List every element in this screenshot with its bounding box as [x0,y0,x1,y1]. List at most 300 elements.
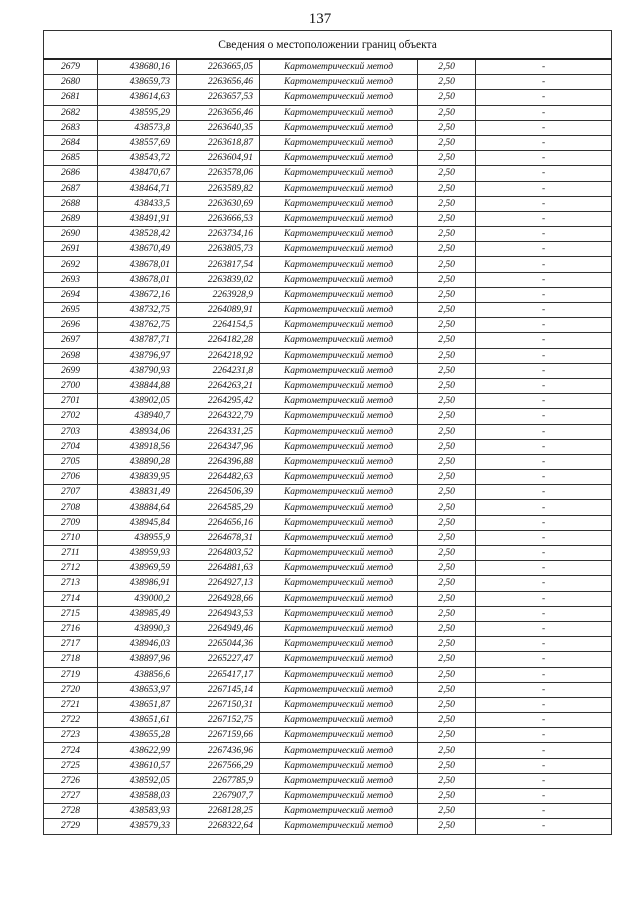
method-cell: Картометрический метод [260,394,418,409]
note-cell: - [476,424,612,439]
table-row [44,348,612,363]
method-cell: Картометрический метод [260,621,418,636]
table-title: Сведения о местоположении границ объекта [44,31,612,60]
coord-x-cell: 438934,06 [98,424,177,439]
method-cell: Картометрический метод [260,682,418,697]
coord-y-cell: 2263734,16 [177,227,260,242]
table-row [44,394,612,409]
precision-cell: 2,50 [418,743,476,758]
coord-y-cell: 2264506,39 [177,485,260,500]
coord-y-cell: 2263928,9 [177,287,260,302]
note-cell: - [476,303,612,318]
note-cell: - [476,682,612,697]
point-number-cell: 2696 [44,318,98,333]
note-cell: - [476,773,612,788]
coord-x-cell: 438573,8 [98,120,177,135]
coord-x-cell: 438918,56 [98,439,177,454]
note-cell: - [476,105,612,120]
point-number-cell: 2727 [44,789,98,804]
table-row [44,196,612,211]
precision-cell: 2,50 [418,485,476,500]
table-row [44,713,612,728]
precision-cell: 2,50 [418,728,476,743]
method-cell: Картометрический метод [260,120,418,135]
coord-x-cell: 438528,42 [98,227,177,242]
precision-cell: 2,50 [418,333,476,348]
coord-y-cell: 2267907,7 [177,789,260,804]
method-cell: Картометрический метод [260,318,418,333]
point-number-cell: 2712 [44,561,98,576]
precision-cell: 2,50 [418,242,476,257]
method-cell: Картометрический метод [260,151,418,166]
coord-y-cell: 2264182,28 [177,333,260,348]
table-row [44,667,612,682]
coord-y-cell: 2263656,46 [177,105,260,120]
table-row [44,181,612,196]
precision-cell: 2,50 [418,621,476,636]
method-cell: Картометрический метод [260,409,418,424]
table-row [44,530,612,545]
point-number-cell: 2713 [44,576,98,591]
table-row [44,728,612,743]
point-number-cell: 2690 [44,227,98,242]
coord-x-cell: 438670,49 [98,242,177,257]
table-row [44,424,612,439]
method-cell: Картометрический метод [260,561,418,576]
coord-y-cell: 2267145,14 [177,682,260,697]
point-number-cell: 2701 [44,394,98,409]
coord-x-cell: 438985,49 [98,606,177,621]
table-row [44,166,612,181]
note-cell: - [476,637,612,652]
note-cell: - [476,591,612,606]
coord-x-cell: 438790,93 [98,363,177,378]
coord-x-cell: 438622,99 [98,743,177,758]
method-cell: Картометрический метод [260,424,418,439]
coord-y-cell: 2264263,21 [177,378,260,393]
precision-cell: 2,50 [418,439,476,454]
coord-x-cell: 438946,03 [98,637,177,652]
point-number-cell: 2695 [44,303,98,318]
coord-x-cell: 438464,71 [98,181,177,196]
precision-cell: 2,50 [418,652,476,667]
coord-y-cell: 2264949,46 [177,621,260,636]
coord-y-cell: 2263817,54 [177,257,260,272]
note-cell: - [476,819,612,834]
coord-y-cell: 2263630,69 [177,196,260,211]
method-cell: Картометрический метод [260,470,418,485]
precision-cell: 2,50 [418,682,476,697]
table-row [44,561,612,576]
coord-y-cell: 2264585,29 [177,500,260,515]
coord-y-cell: 2263665,05 [177,59,260,75]
coord-x-cell: 438433,5 [98,196,177,211]
coord-x-cell: 438653,97 [98,682,177,697]
point-number-cell: 2680 [44,75,98,90]
method-cell: Картометрический метод [260,530,418,545]
note-cell: - [476,606,612,621]
point-number-cell: 2717 [44,637,98,652]
coord-y-cell: 2265417,17 [177,667,260,682]
coord-x-cell: 438595,29 [98,105,177,120]
note-cell: - [476,318,612,333]
method-cell: Картометрический метод [260,439,418,454]
note-cell: - [476,59,612,75]
method-cell: Картометрический метод [260,819,418,834]
point-number-cell: 2699 [44,363,98,378]
point-number-cell: 2688 [44,196,98,211]
precision-cell: 2,50 [418,348,476,363]
coord-y-cell: 2264331,25 [177,424,260,439]
method-cell: Картометрический метод [260,773,418,788]
point-number-cell: 2707 [44,485,98,500]
note-cell: - [476,90,612,105]
method-cell: Картометрический метод [260,546,418,561]
precision-cell: 2,50 [418,90,476,105]
page-number: 137 [308,11,332,27]
coord-x-cell: 438986,91 [98,576,177,591]
point-number-cell: 2728 [44,804,98,819]
coord-x-cell: 438940,7 [98,409,177,424]
coord-y-cell: 2263604,91 [177,151,260,166]
method-cell: Картометрический метод [260,196,418,211]
precision-cell: 2,50 [418,303,476,318]
precision-cell: 2,50 [418,409,476,424]
coord-y-cell: 2267159,66 [177,728,260,743]
method-cell: Картометрический метод [260,363,418,378]
point-number-cell: 2685 [44,151,98,166]
point-number-cell: 2686 [44,166,98,181]
method-cell: Картометрический метод [260,667,418,682]
method-cell: Картометрический метод [260,743,418,758]
note-cell: - [476,439,612,454]
note-cell: - [476,515,612,530]
precision-cell: 2,50 [418,530,476,545]
method-cell: Картометрический метод [260,333,418,348]
point-number-cell: 2729 [44,819,98,834]
note-cell: - [476,728,612,743]
method-cell: Картометрический метод [260,59,418,75]
table-row [44,227,612,242]
precision-cell: 2,50 [418,454,476,469]
table-row [44,591,612,606]
point-number-cell: 2718 [44,652,98,667]
method-cell: Картометрический метод [260,652,418,667]
precision-cell: 2,50 [418,515,476,530]
coord-x-cell: 438655,28 [98,728,177,743]
table-row [44,90,612,105]
coord-y-cell: 2264881,63 [177,561,260,576]
method-cell: Картометрический метод [260,789,418,804]
table-row [44,637,612,652]
coord-x-cell: 438955,9 [98,530,177,545]
table-row [44,287,612,302]
coord-y-cell: 2263656,46 [177,75,260,90]
coord-x-cell: 438678,01 [98,272,177,287]
coord-y-cell: 2264218,92 [177,348,260,363]
note-cell: - [476,363,612,378]
table-row [44,120,612,135]
point-number-cell: 2722 [44,713,98,728]
note-cell: - [476,743,612,758]
precision-cell: 2,50 [418,546,476,561]
method-cell: Картометрический метод [260,287,418,302]
point-number-cell: 2725 [44,758,98,773]
method-cell: Картометрический метод [260,257,418,272]
precision-cell: 2,50 [418,394,476,409]
method-cell: Картометрический метод [260,713,418,728]
point-number-cell: 2683 [44,120,98,135]
point-number-cell: 2716 [44,621,98,636]
table-row [44,546,612,561]
coord-y-cell: 2264656,16 [177,515,260,530]
method-cell: Картометрический метод [260,378,418,393]
coord-y-cell: 2267566,29 [177,758,260,773]
table-row [44,743,612,758]
table-row [44,758,612,773]
point-number-cell: 2715 [44,606,98,621]
method-cell: Картометрический метод [260,105,418,120]
point-number-cell: 2700 [44,378,98,393]
coord-y-cell: 2264482,63 [177,470,260,485]
point-number-cell: 2724 [44,743,98,758]
note-cell: - [476,287,612,302]
coord-x-cell: 438614,63 [98,90,177,105]
table-row [44,135,612,150]
coord-x-cell: 438579,33 [98,819,177,834]
table-row [44,485,612,500]
note-cell: - [476,151,612,166]
method-cell: Картометрический метод [260,135,418,150]
point-number-cell: 2723 [44,728,98,743]
method-cell: Картометрический метод [260,697,418,712]
precision-cell: 2,50 [418,591,476,606]
table-row [44,272,612,287]
precision-cell: 2,50 [418,804,476,819]
table-row [44,500,612,515]
coord-x-cell: 438672,16 [98,287,177,302]
note-cell: - [476,697,612,712]
point-number-cell: 2691 [44,242,98,257]
method-cell: Картометрический метод [260,454,418,469]
note-cell: - [476,378,612,393]
note-cell: - [476,227,612,242]
table-row [44,151,612,166]
point-number-cell: 2684 [44,135,98,150]
coord-y-cell: 2263666,53 [177,211,260,226]
table-row [44,454,612,469]
coord-x-cell: 438557,69 [98,135,177,150]
note-cell: - [476,667,612,682]
coord-y-cell: 2263839,02 [177,272,260,287]
point-number-cell: 2706 [44,470,98,485]
method-cell: Картометрический метод [260,606,418,621]
table-row [44,819,612,834]
precision-cell: 2,50 [418,75,476,90]
method-cell: Картометрический метод [260,166,418,181]
precision-cell: 2,50 [418,181,476,196]
coord-x-cell: 438583,93 [98,804,177,819]
coord-y-cell: 2267785,9 [177,773,260,788]
note-cell: - [476,652,612,667]
coord-x-cell: 438491,91 [98,211,177,226]
note-cell: - [476,758,612,773]
table-row [44,606,612,621]
coord-y-cell: 2264678,31 [177,530,260,545]
coord-y-cell: 2265227,47 [177,652,260,667]
point-number-cell: 2679 [44,59,98,75]
note-cell: - [476,242,612,257]
coord-y-cell: 2267436,96 [177,743,260,758]
table-body [44,59,612,834]
table-row [44,257,612,272]
note-cell: - [476,211,612,226]
coord-y-cell: 2267150,31 [177,697,260,712]
coord-x-cell: 438543,72 [98,151,177,166]
coord-y-cell: 2264154,5 [177,318,260,333]
note-cell: - [476,804,612,819]
note-cell: - [476,75,612,90]
point-number-cell: 2721 [44,697,98,712]
coord-x-cell: 438678,01 [98,257,177,272]
point-number-cell: 2687 [44,181,98,196]
precision-cell: 2,50 [418,637,476,652]
method-cell: Картометрический метод [260,272,418,287]
precision-cell: 2,50 [418,561,476,576]
coord-y-cell: 2263578,06 [177,166,260,181]
table-row [44,621,612,636]
coord-x-cell: 438945,84 [98,515,177,530]
precision-cell: 2,50 [418,257,476,272]
method-cell: Картометрический метод [260,227,418,242]
note-cell: - [476,333,612,348]
point-number-cell: 2719 [44,667,98,682]
note-cell: - [476,621,612,636]
note-cell: - [476,120,612,135]
note-cell: - [476,257,612,272]
method-cell: Картометрический метод [260,303,418,318]
coord-y-cell: 2263657,53 [177,90,260,105]
precision-cell: 2,50 [418,667,476,682]
point-number-cell: 2702 [44,409,98,424]
table-row [44,652,612,667]
coord-y-cell: 2265044,36 [177,637,260,652]
table-row [44,576,612,591]
table-row [44,439,612,454]
coord-x-cell: 438651,61 [98,713,177,728]
coord-x-cell: 438890,28 [98,454,177,469]
precision-cell: 2,50 [418,151,476,166]
point-number-cell: 2704 [44,439,98,454]
precision-cell: 2,50 [418,713,476,728]
coord-y-cell: 2264943,53 [177,606,260,621]
coord-x-cell: 438969,59 [98,561,177,576]
precision-cell: 2,50 [418,272,476,287]
coord-x-cell: 438680,16 [98,59,177,75]
table-row [44,211,612,226]
table-row [44,363,612,378]
coord-x-cell: 438884,64 [98,500,177,515]
note-cell: - [476,713,612,728]
coord-x-cell: 438844,88 [98,378,177,393]
precision-cell: 2,50 [418,758,476,773]
coord-x-cell: 438659,73 [98,75,177,90]
coord-y-cell: 2263805,73 [177,242,260,257]
method-cell: Картометрический метод [260,75,418,90]
precision-cell: 2,50 [418,773,476,788]
coord-x-cell: 438651,87 [98,697,177,712]
precision-cell: 2,50 [418,287,476,302]
coord-y-cell: 2263589,82 [177,181,260,196]
note-cell: - [476,470,612,485]
note-cell: - [476,561,612,576]
table-row [44,105,612,120]
table-title-row [44,31,612,60]
table-row [44,318,612,333]
table-row [44,804,612,819]
note-cell: - [476,789,612,804]
coord-x-cell: 438470,67 [98,166,177,181]
precision-cell: 2,50 [418,59,476,75]
coord-y-cell: 2267152,75 [177,713,260,728]
coord-x-cell: 438732,75 [98,303,177,318]
coord-x-cell: 438959,93 [98,546,177,561]
note-cell: - [476,394,612,409]
method-cell: Картометрический метод [260,515,418,530]
coord-x-cell: 438610,57 [98,758,177,773]
point-number-cell: 2694 [44,287,98,302]
precision-cell: 2,50 [418,363,476,378]
coord-x-cell: 439000,2 [98,591,177,606]
point-number-cell: 2709 [44,515,98,530]
coord-y-cell: 2268322,64 [177,819,260,834]
point-number-cell: 2689 [44,211,98,226]
table-row [44,303,612,318]
note-cell: - [476,454,612,469]
table-row [44,515,612,530]
method-cell: Картометрический метод [260,500,418,515]
method-cell: Картометрический метод [260,804,418,819]
coord-x-cell: 438787,71 [98,333,177,348]
table-row [44,378,612,393]
method-cell: Картометрический метод [260,576,418,591]
precision-cell: 2,50 [418,424,476,439]
coord-x-cell: 438897,96 [98,652,177,667]
note-cell: - [476,576,612,591]
note-cell: - [476,196,612,211]
point-number-cell: 2705 [44,454,98,469]
table-row [44,470,612,485]
coord-y-cell: 2264322,79 [177,409,260,424]
point-number-cell: 2693 [44,272,98,287]
method-cell: Картометрический метод [260,758,418,773]
precision-cell: 2,50 [418,227,476,242]
table-row [44,682,612,697]
coord-x-cell: 438762,75 [98,318,177,333]
precision-cell: 2,50 [418,789,476,804]
note-cell: - [476,500,612,515]
coord-x-cell: 438839,95 [98,470,177,485]
point-number-cell: 2682 [44,105,98,120]
precision-cell: 2,50 [418,196,476,211]
note-cell: - [476,166,612,181]
table-row [44,75,612,90]
point-number-cell: 2720 [44,682,98,697]
coord-x-cell: 438902,05 [98,394,177,409]
coord-y-cell: 2264347,96 [177,439,260,454]
precision-cell: 2,50 [418,211,476,226]
coord-y-cell: 2264396,88 [177,454,260,469]
